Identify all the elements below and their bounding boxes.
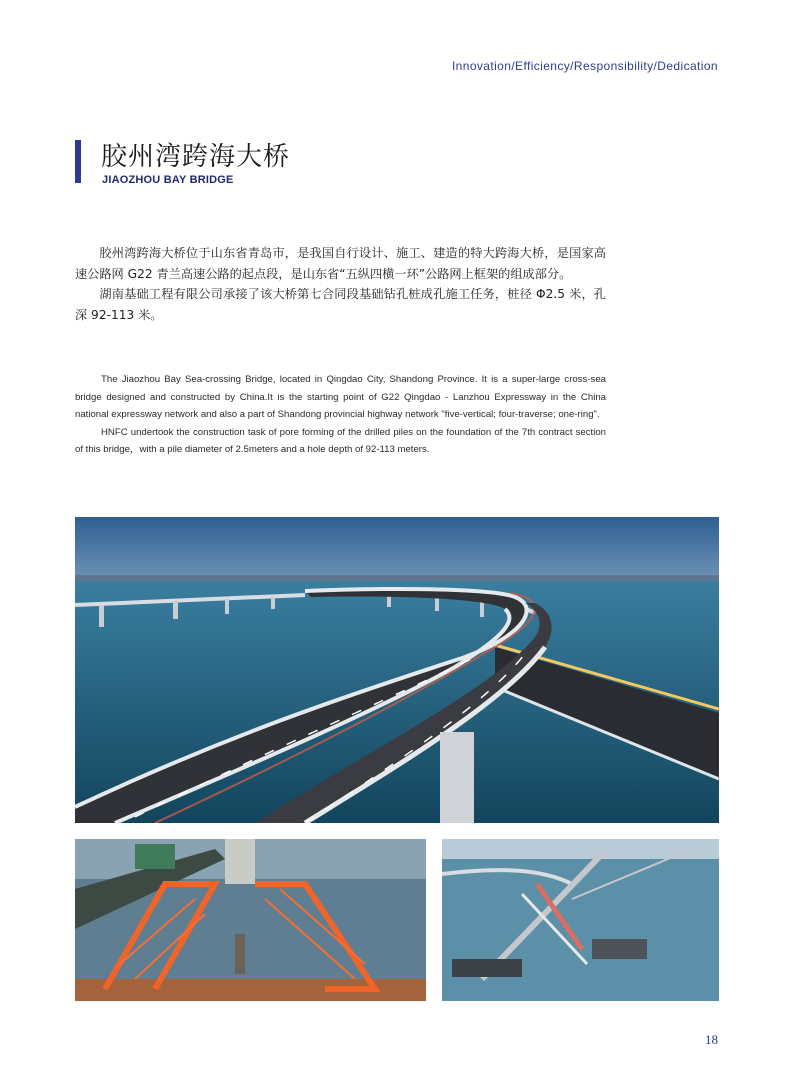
chinese-paragraph-1: 胶州湾跨海大桥位于山东省青岛市，是我国自行设计、施工、建造的特大跨海大桥，是国家高速公路网 G22 青兰高速公路的起点段，是山东省“五纵四横一环”公路网上框架的组成部分。 [75,246,606,281]
english-body-text [75,371,606,459]
pile-platform-photo [75,839,426,1001]
chinese-paragraph-2: 湖南基础工程有限公司承接了该大桥第七合同段基础钻孔桩成孔施工任务，桩径 Φ2.5 米，孔深 92-113 米。 [75,287,606,322]
bridge-interchange-photo [75,517,719,823]
english-paragraph-1: The Jiaozhou Bay Sea-crossing Bridge, located in Qingdao City, Shandong Province. It is a super-large cross-sea bridge designed and constructed by China.It is the starting point of G22 Qingdao - Lanzhou Expressway in the China national expressway network and also a part of Shandong provincial highway network "five-vertical; four-traverse; one-ring". [75,374,606,421]
section-title-en: JIAOZHOU BAY BRIDGE [102,174,234,186]
section-title-cn: 胶州湾跨海大桥 [101,142,291,172]
english-paragraph-2: HNFC undertook the construction task of pore forming of the drilled piles on the foundation of the 7th contract section of this bridge，with a pile diameter of 2.5meters and a hole depth of 92-113 meters. [75,426,606,456]
page-number: 18 [705,1032,718,1047]
chinese-body-text [75,243,606,325]
aerial-construction-photo [442,839,719,1001]
header-tagline: Innovation/Efficiency/Responsibility/Dedication [451,59,718,73]
title-accent-bar [75,140,81,183]
